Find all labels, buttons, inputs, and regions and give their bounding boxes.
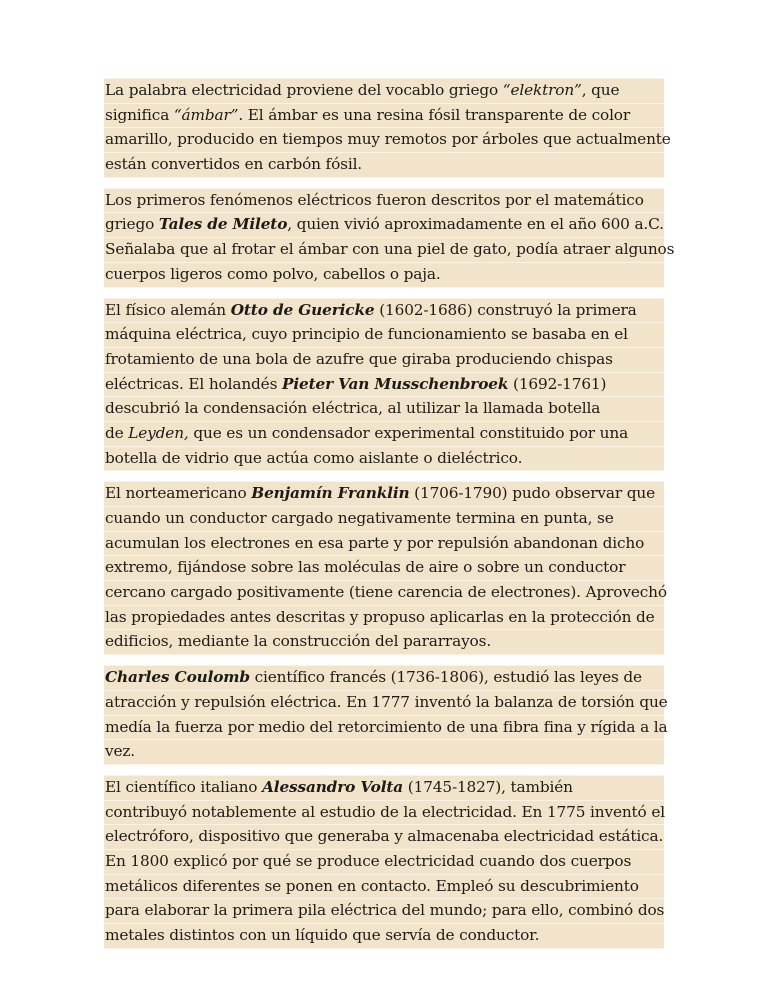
text-run: de xyxy=(105,423,129,442)
text-run: electróforo, dispositivo que generaba y almacenaba electricidad estática. xyxy=(105,827,664,846)
paragraph-p6 xyxy=(104,775,664,949)
text-line xyxy=(104,630,664,655)
text-run: , que xyxy=(581,81,620,99)
text-line xyxy=(104,825,664,850)
text-run: metálicos diferentes se ponen en contacto. Empleó su descubrimiento xyxy=(105,876,639,895)
text-run: acumulan los electrones en esa parte y por repulsión abandonan dicho xyxy=(105,533,645,552)
paragraph-p3 xyxy=(104,298,664,472)
text-line xyxy=(104,397,664,422)
person-name: Alessandro Volta xyxy=(262,777,404,796)
text-line xyxy=(104,153,664,178)
text-run: En 1800 explicó por qué se produce electricidad cuando dos cuerpos xyxy=(105,851,632,870)
text-run: descubrió la condensación eléctrica, al utilizar la llamada botella xyxy=(105,399,601,418)
text-run: botella de vidrio que actúa como aislante o dieléctrico. xyxy=(105,448,523,467)
text-run: El científico italiano xyxy=(105,777,263,796)
text-run: vez. xyxy=(105,742,136,761)
document-body xyxy=(104,78,675,959)
text-line xyxy=(104,298,664,324)
text-run: (1692-1761) xyxy=(508,374,607,393)
text-line xyxy=(104,348,664,373)
text-line xyxy=(104,691,668,716)
text-run: griego xyxy=(105,215,159,234)
text-line xyxy=(104,924,664,949)
text-line xyxy=(104,373,664,398)
text-line xyxy=(104,263,664,288)
text-run: cuerpos ligeros como polvo, cabellos o paja. xyxy=(105,264,441,283)
text-line xyxy=(104,899,664,924)
text-line xyxy=(104,422,664,447)
text-run: Los primeros fenómenos eléctricos fueron descritos por el matemático xyxy=(105,190,644,209)
text-run: extremo, fijándose sobre las moléculas de aire o sobre un conductor xyxy=(105,558,626,577)
text-run: (1602-1686) construyó la primera xyxy=(374,300,637,319)
text-line xyxy=(104,850,664,875)
text-line xyxy=(104,188,664,214)
text-line xyxy=(104,532,664,557)
text-line xyxy=(104,78,664,104)
text-run: están convertidos en carbón fósil. xyxy=(105,155,363,174)
text-run: significa xyxy=(105,105,174,124)
text-run: (1745-1827), también xyxy=(403,777,573,796)
text-run: La palabra electricidad proviene del vocablo griego xyxy=(105,81,503,99)
text-line xyxy=(104,238,675,263)
paragraph-p5 xyxy=(104,665,668,765)
paragraph-p4 xyxy=(104,481,667,655)
italic-term: “ámbar” xyxy=(173,105,239,124)
text-line xyxy=(104,775,664,801)
text-run: científico francés (1736-1806), estudió las leyes de xyxy=(249,668,642,687)
text-run: metales distintos con un líquido que servía de conductor. xyxy=(105,926,540,944)
text-line xyxy=(104,323,664,348)
text-line xyxy=(104,716,668,741)
text-run: edificios, mediante la construcción del pararrayos. xyxy=(105,632,492,651)
text-run: amarillo, producido en tiempos muy remotos por árboles que actualmente xyxy=(105,130,671,149)
text-run: cuando un conductor cargado negativamente termina en punta, se xyxy=(105,509,614,527)
text-run: . El ámbar es una resina fósil transparente de color xyxy=(238,105,631,124)
text-run: contribuyó notablemente al estudio de la electricidad. En 1775 inventó el xyxy=(105,802,665,821)
text-run: medía la fuerza por medio del retorcimiento de una fibra fina y rígida a la xyxy=(105,717,668,736)
text-run: Señalaba que al frotar el ámbar con una piel de gato, podía atraer algunos xyxy=(105,240,675,259)
paragraph-p2 xyxy=(104,188,675,288)
italic-term: Leyden, xyxy=(128,423,189,442)
person-name: Otto de Guericke xyxy=(230,300,375,319)
text-line xyxy=(104,606,664,631)
text-line xyxy=(104,128,671,153)
text-line xyxy=(104,740,664,765)
text-run: , quien vivió aproximadamente en el año 600 a.C. xyxy=(287,215,664,234)
paragraph-p1 xyxy=(104,78,671,178)
text-run: que es un condensador experimental constituido por una xyxy=(188,423,629,442)
text-line xyxy=(104,665,664,691)
text-run: las propiedades antes descritas y propuso aplicarlas en la protección de xyxy=(105,607,655,626)
text-line xyxy=(104,213,664,238)
text-run: atracción y repulsión eléctrica. En 1777 inventó la balanza de torsión que xyxy=(105,692,668,711)
text-run: (1706-1790) pudo observar que xyxy=(409,484,655,503)
person-name: Charles Coulomb xyxy=(105,668,250,687)
text-line xyxy=(104,507,664,532)
person-name: Pieter Van Musschenbroek xyxy=(281,374,509,393)
text-run: cercano cargado positivamente (tiene carencia de electrones). Aprovechó xyxy=(105,583,667,602)
person-name: Benjamín Franklin xyxy=(251,484,410,503)
text-line xyxy=(104,875,664,900)
text-run: El físico alemán xyxy=(105,300,231,319)
text-line xyxy=(104,481,664,507)
text-run: para elaborar la primera pila eléctrica del mundo; para ello, combinó dos xyxy=(105,901,665,920)
italic-term: “elektron” xyxy=(502,81,582,99)
person-name: Tales de Mileto xyxy=(158,215,288,234)
text-line xyxy=(104,556,664,581)
text-run: El norteamericano xyxy=(105,484,252,503)
text-line xyxy=(104,104,664,129)
text-run: eléctricas. El holandés xyxy=(105,374,282,393)
text-run: frotamiento de una bola de azufre que giraba produciendo chispas xyxy=(105,349,613,368)
text-line xyxy=(104,801,664,826)
text-run: máquina eléctrica, cuyo principio de funcionamiento se basaba en el xyxy=(105,325,628,344)
text-line xyxy=(104,447,664,472)
text-line xyxy=(104,581,667,606)
